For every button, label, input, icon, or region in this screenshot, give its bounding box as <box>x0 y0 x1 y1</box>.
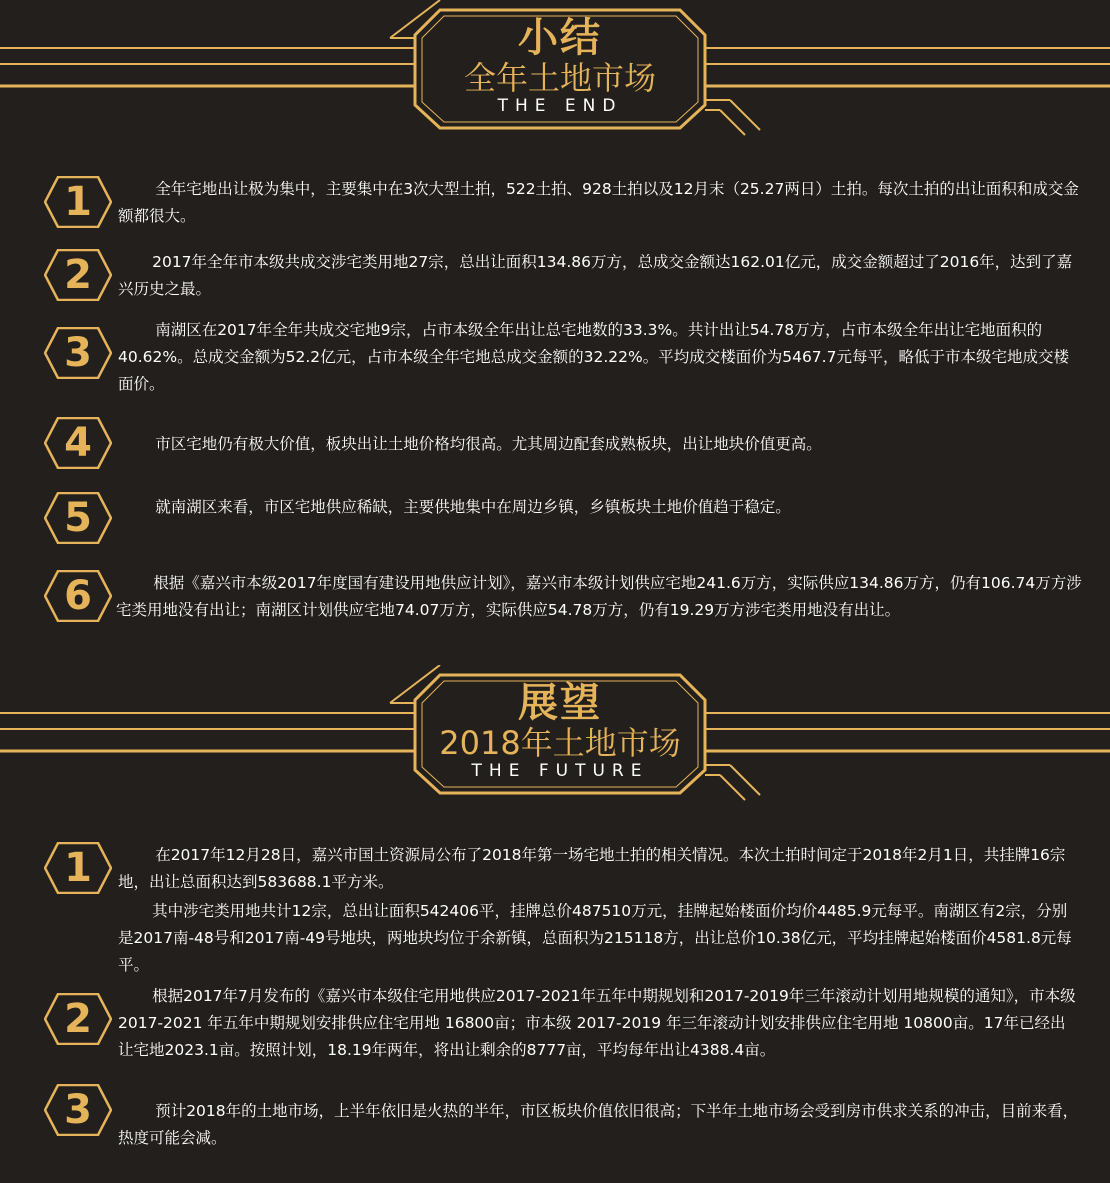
outlook-text-2: 根据2017年7月发布的《嘉兴市本级住宅用地供应2017-2021年五年中期规划和2017-2019年三年滚动计划用地规模的通知》，市本级 2017-2021 年五年中期规划安排供应住宅用地 16800亩；市本级 2017-2019 年三年滚动计划安排供应住宅用地 10800亩。17年已经出让宅地2023.1亩。按照计划，18.19年两年，将出让剩余的8777亩，平均每年出让4388.4亩。 <box>118 987 1076 1059</box>
number-badge: 1 <box>44 842 112 894</box>
summary-text-1: 全年宅地出让极为集中，主要集中在3次大型土拍，522土拍、928土拍以及12月末（25.27两日）土拍。每次土拍的出让面积和成交金额都很大。 <box>118 180 1079 225</box>
outlook-title: 展望 <box>518 680 602 726</box>
number-badge: 1 <box>44 176 112 228</box>
summary-text-4: 市区宅地仍有极大价值，板块出让土地价格均很高。尤其周边配套成熟板块，出让地块价值更高。 <box>155 435 822 453</box>
outlook-text-1b: 其中涉宅类用地共计12宗，总出让面积542406平，挂牌总价487510万元，挂牌起始楼面价均价4485.9元每平。南湖区有2宗，分别是2017南-48号和2017南-49号地块，两地块均位于余新镇，总面积为215118方，出让总价10.38亿元，平均挂牌起始楼面价4581.8元每平。 <box>118 902 1072 974</box>
summary-title: 小结 <box>518 15 602 61</box>
outlook-english: THE FUTURE <box>471 761 649 781</box>
outlook-banner <box>0 665 1110 805</box>
summary-text-3: 南湖区在2017年全年共成交宅地9宗，占市本级全年出让总宅地数的33.3%。共计出让54.78万方，占市本级全年出让宅地面积的40.62%。总成交金额为52.2亿元，占市本级全年宅地总成交金额的32.22%。平均成交楼面价为5467.7元每平，略低于市本级宅地成交楼面价。 <box>118 321 1069 393</box>
number-badge: 6 <box>44 570 112 622</box>
summary-banner <box>0 0 1110 140</box>
summary-english: THE END <box>497 96 623 116</box>
number-badge: 2 <box>44 993 112 1045</box>
outlook-text-3: 预计2018年的土地市场，上半年依旧是火热的半年，市区板块价值依旧很高；下半年土地市场会受到房市供求关系的冲击，目前来看，热度可能会减。 <box>118 1102 1079 1147</box>
number-badge: 5 <box>44 492 112 544</box>
outlook-text-1: 在2017年12月28日，嘉兴市国土资源局公布了2018年第一场宅地土拍的相关情况。本次土拍时间定于2018年2月1日，共挂牌16宗地，出让总面积达到583688.1平方米。 <box>118 846 1066 891</box>
number-badge: 2 <box>44 249 112 301</box>
number-badge: 3 <box>44 327 112 379</box>
number-badge: 3 <box>44 1084 112 1136</box>
summary-text-5: 就南湖区来看，市区宅地供应稀缺，主要供地集中在周边乡镇，乡镇板块土地价值趋于稳定。 <box>155 498 791 516</box>
number-badge: 4 <box>44 417 112 469</box>
outlook-subtitle: 2018年土地市场 <box>439 724 681 762</box>
summary-subtitle: 全年土地市场 <box>463 59 656 97</box>
summary-text-2: 2017年全年市本级共成交涉宅类用地27宗，总出让面积134.86万方，总成交金额达162.01亿元，成交金额超过了2016年，达到了嘉兴历史之最。 <box>118 253 1073 298</box>
summary-text-6: 根据《嘉兴市本级2017年度国有建设用地供应计划》，嘉兴市本级计划供应宅地241.6万方，实际供应134.86万方，仍有106.74万方涉宅类用地没有出让；南湖区计划供应宅地74.07万方，实际供应54.78万方，仍有19.29万方涉宅类用地没有出让。 <box>116 574 1082 619</box>
